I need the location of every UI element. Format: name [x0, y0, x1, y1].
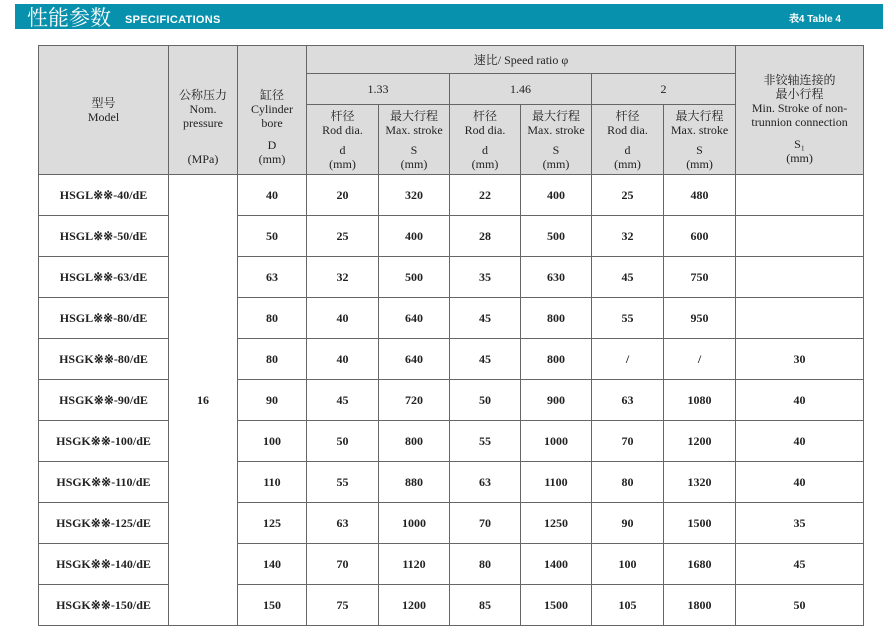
value-cell: 900	[521, 380, 592, 421]
header-model: 型号 Model	[39, 46, 169, 175]
value-cell: 720	[379, 380, 450, 421]
section-title-cn: 性能参数	[27, 6, 111, 30]
value-cell: 500	[379, 257, 450, 298]
value-cell: 600	[664, 216, 736, 257]
value-cell: 750	[664, 257, 736, 298]
value-cell: 800	[379, 421, 450, 462]
table-row	[39, 257, 864, 298]
model-cell: HSGK※※-90/dE	[39, 380, 169, 421]
value-cell: 1120	[379, 544, 450, 585]
value-cell	[736, 298, 864, 339]
model-cell: HSGK※※-150/dE	[39, 585, 169, 626]
value-cell: 70	[450, 503, 521, 544]
header-stroke-1: 最大行程 Max. stroke S (mm)	[379, 105, 450, 175]
model-cell: HSGL※※-63/dE	[39, 257, 169, 298]
model-cell: HSGK※※-140/dE	[39, 544, 169, 585]
model-cell: HSGK※※-110/dE	[39, 462, 169, 503]
model-cell: HSGK※※-100/dE	[39, 421, 169, 462]
value-cell: 1100	[521, 462, 592, 503]
model-cell: HSGL※※-40/dE	[39, 175, 169, 216]
value-cell: 35	[450, 257, 521, 298]
value-cell: 50	[238, 216, 307, 257]
pressure-cell: 16	[169, 175, 238, 626]
header-speed-ratio: 速比/ Speed ratio φ	[307, 46, 736, 74]
header-rod-3: 杆径 Rod dia. d (mm)	[592, 105, 664, 175]
header-stroke-3: 最大行程 Max. stroke S (mm)	[664, 105, 736, 175]
value-cell: 22	[450, 175, 521, 216]
value-cell: 80	[592, 462, 664, 503]
header-ratio-2: 1.46	[450, 74, 592, 105]
value-cell: 90	[592, 503, 664, 544]
value-cell: 40	[307, 298, 379, 339]
specifications-table	[38, 45, 864, 626]
value-cell: 55	[450, 421, 521, 462]
value-cell	[736, 175, 864, 216]
value-cell: 63	[450, 462, 521, 503]
value-cell: 1000	[521, 421, 592, 462]
value-cell: 125	[238, 503, 307, 544]
value-cell: 630	[521, 257, 592, 298]
header-stroke-2: 最大行程 Max. stroke S (mm)	[521, 105, 592, 175]
value-cell: 32	[307, 257, 379, 298]
value-cell: 50	[736, 585, 864, 626]
value-cell: 63	[238, 257, 307, 298]
table-row	[39, 544, 864, 585]
value-cell: 1500	[521, 585, 592, 626]
table-row	[39, 421, 864, 462]
table-row	[39, 503, 864, 544]
value-cell	[736, 257, 864, 298]
table-label: 表4 Table 4	[788, 14, 841, 25]
value-cell: 1680	[664, 544, 736, 585]
value-cell: 1500	[664, 503, 736, 544]
value-cell: 800	[521, 298, 592, 339]
value-cell: 40	[736, 462, 864, 503]
value-cell: 640	[379, 339, 450, 380]
value-cell: 1400	[521, 544, 592, 585]
value-cell: 45	[450, 298, 521, 339]
value-cell: 1080	[664, 380, 736, 421]
value-cell: 63	[307, 503, 379, 544]
value-cell: 85	[450, 585, 521, 626]
value-cell: 40	[736, 380, 864, 421]
value-cell: 100	[238, 421, 307, 462]
table-row	[39, 380, 864, 421]
value-cell: 80	[238, 298, 307, 339]
value-cell: 40	[736, 421, 864, 462]
value-cell: 880	[379, 462, 450, 503]
value-cell: /	[664, 339, 736, 380]
value-cell: 1800	[664, 585, 736, 626]
value-cell: 35	[736, 503, 864, 544]
value-cell: 75	[307, 585, 379, 626]
model-cell: HSGL※※-50/dE	[39, 216, 169, 257]
table-row	[39, 462, 864, 503]
header-rod-1: 杆径 Rod dia. d (mm)	[307, 105, 379, 175]
value-cell: 80	[450, 544, 521, 585]
value-cell: 50	[307, 421, 379, 462]
value-cell: 100	[592, 544, 664, 585]
header-min-stroke: 非铰轴连接的 最小行程 Min. Stroke of non- trunnion connection S₁ (mm)	[736, 46, 864, 175]
value-cell: 400	[379, 216, 450, 257]
value-cell: 70	[307, 544, 379, 585]
header-ratio-1: 1.33	[307, 74, 450, 105]
header-bore: 缸径 Cylinder bore D (mm)	[238, 46, 307, 175]
value-cell: 40	[307, 339, 379, 380]
value-cell: 950	[664, 298, 736, 339]
model-cell: HSGL※※-80/dE	[39, 298, 169, 339]
value-cell: 63	[592, 380, 664, 421]
model-cell: HSGK※※-80/dE	[39, 339, 169, 380]
table-row	[39, 298, 864, 339]
table-row	[39, 339, 864, 380]
value-cell: 1200	[664, 421, 736, 462]
value-cell: 50	[450, 380, 521, 421]
value-cell: 45	[736, 544, 864, 585]
value-cell: 1200	[379, 585, 450, 626]
value-cell: 90	[238, 380, 307, 421]
value-cell: 400	[521, 175, 592, 216]
header-rod-2: 杆径 Rod dia. d (mm)	[450, 105, 521, 175]
header-ratio-3: 2	[592, 74, 736, 105]
value-cell: 150	[238, 585, 307, 626]
value-cell: 20	[307, 175, 379, 216]
model-cell: HSGK※※-125/dE	[39, 503, 169, 544]
section-title-en: SPECIFICATIONS	[125, 14, 221, 26]
value-cell: 70	[592, 421, 664, 462]
value-cell: 30	[736, 339, 864, 380]
value-cell: 640	[379, 298, 450, 339]
value-cell: 25	[307, 216, 379, 257]
value-cell: 25	[592, 175, 664, 216]
value-cell: 1250	[521, 503, 592, 544]
value-cell: 45	[450, 339, 521, 380]
table-row	[39, 175, 864, 216]
value-cell: 1000	[379, 503, 450, 544]
header-pressure: 公称压力 Nom. pressure (MPa)	[169, 46, 238, 175]
value-cell: 1320	[664, 462, 736, 503]
value-cell	[736, 216, 864, 257]
value-cell: 800	[521, 339, 592, 380]
value-cell: 55	[592, 298, 664, 339]
value-cell: /	[592, 339, 664, 380]
value-cell: 140	[238, 544, 307, 585]
value-cell: 110	[238, 462, 307, 503]
value-cell: 80	[238, 339, 307, 380]
section-banner	[15, 4, 883, 29]
value-cell: 28	[450, 216, 521, 257]
table-row	[39, 216, 864, 257]
value-cell: 32	[592, 216, 664, 257]
value-cell: 45	[307, 380, 379, 421]
value-cell: 55	[307, 462, 379, 503]
table-row	[39, 585, 864, 626]
value-cell: 320	[379, 175, 450, 216]
value-cell: 40	[238, 175, 307, 216]
value-cell: 480	[664, 175, 736, 216]
value-cell: 105	[592, 585, 664, 626]
value-cell: 45	[592, 257, 664, 298]
value-cell: 500	[521, 216, 592, 257]
